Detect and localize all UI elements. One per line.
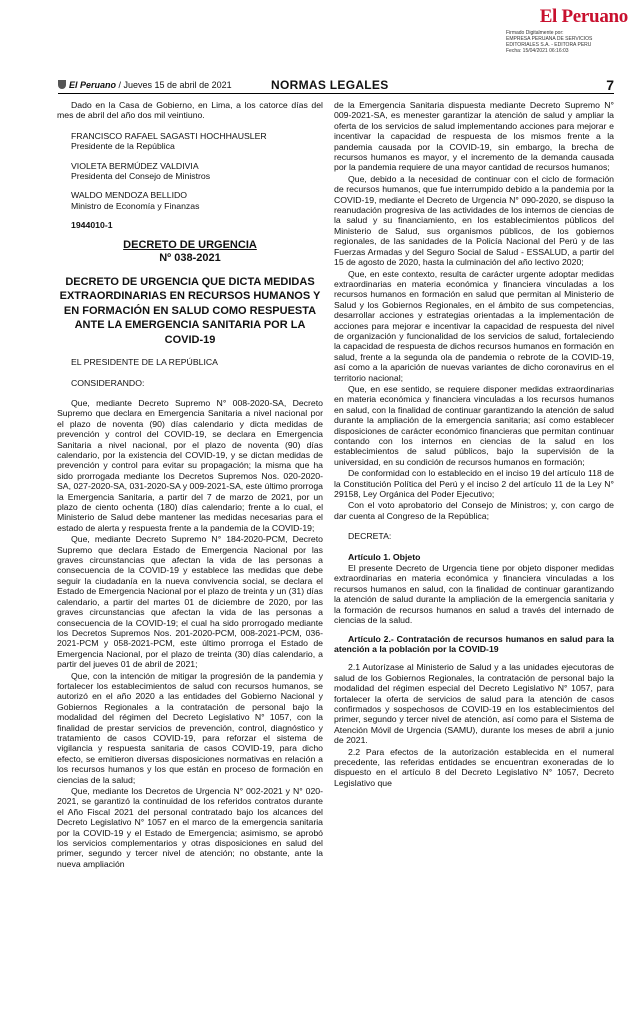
signer-name: FRANCISCO RAFAEL SAGASTI HOCHHAUSLER [71, 130, 267, 141]
decree-title: DECRETO DE URGENCIA [123, 238, 257, 251]
paragraph: De conformidad con lo establecido en el inciso 19 del artículo 118 de la Constitución Política del Perú y el inciso 2 del artículo 11 de la Ley N° 29158, Ley Orgánica del Poder Ejecutivo; [334, 468, 614, 500]
el-peruano-logo: El Peruano [539, 6, 628, 27]
left-column [57, 100, 323, 870]
signer-role: Presidente de la República [71, 141, 175, 152]
signer-name: WALDO MENDOZA BELLIDO [71, 190, 188, 201]
closing-text: Dado en la Casa de Gobierno, en Lima, a los catorce días del mes de abril del año dos mil veintiuno. [57, 100, 323, 121]
signature-line: Fecha: 15/04/2021 06:16:03 [506, 48, 569, 54]
paragraph: Con el voto aprobatorio del Consejo de Ministros; y, con cargo de dar cuenta al Congreso de la República; [334, 500, 614, 521]
page-number: 7 [606, 77, 614, 93]
president-line: EL PRESIDENTE DE LA REPÚBLICA [71, 357, 218, 368]
article-2-paragraph: 2.2 Para efectos de la autorización establecida en el numeral precedente, las referidas entidades se encuentran exoneradas de lo dispuesto en el artículo 8 del Decreto Legislativo N° 1057, Decreto Legislativo que [334, 746, 614, 788]
article-2-paragraph: 2.1 Autorízase al Ministerio de Salud y a las unidades ejecutoras de salud de los Gobiernos Regionales, la contratación de personal bajo la modalidad del régimen especial del Decreto Legislativo N° 1057, para fortalecer la oferta de servicios de salud para la atención de casos confirmados y sospechosos de COVID-19 en los establecimientos del primer, segundo y tercer nivel de atención, así como para el Sistema de Atención Móvil de Urgencia (SAMU), durante los meses de abril a junio de 2021. [334, 662, 614, 746]
decree-heading: DECRETO DE URGENCIA QUE DICTA MEDIDAS EXTRAORDINARIAS EN RECURSOS HUMANOS Y EN FORMACIÓN EN SALUD COMO RESPUESTA ANTE LA EMERGENCIA SANITARIA POR LA COVID-19 [59, 275, 321, 346]
signer-name: VIOLETA BERMÚDEZ VALDIVIA [71, 160, 199, 171]
signature-line: Firmado Digitalmente por: [506, 30, 564, 36]
paragraph: Que, en este contexto, resulta de carácter urgente adoptar medidas extraordinarias en materia económica y financiera vinculadas a los recursos humanos en formación en salud que permitan al Ministerio de Salud y los Gobiernos Regionales, en el ámbito de sus competencias, desarrollar acciones y estrategias orientadas a la implementación de acciones para mejorar e incentivar la capacidad de respuesta del nivel de organización y funcionalidad de los servicios de salud, fortaleciendo la capacidad de respuesta de dichos recursos humanos en formación en salud, frente a la segunda ola de pandemia o rebrote de la COVID-19, así como a la aparición de nuevas variantes de dicho coronavirus en el territorio nacional; [334, 268, 614, 383]
header-left [58, 80, 232, 90]
signature-line: EMPRESA PERUANA DE SERVICIOS [506, 36, 593, 42]
paragraph: Que, mediante Decreto Supremo N° 008-2020-SA, Decreto Supremo que declara en Emergencia Sanitaria a nivel nacional por el plazo de noventa (90) días calendario y dicta medidas de prevención y control del COVID-19, se declara en Emergencia Sanitaria a nivel nacional, por el plazo de noventa (90) días calendario, por la existencia del COVID-19, y se dictan medidas de prevención y control para evitar su propagación; la misma que ha sido prorrogada mediante los Decretos Supremos Nos. 020-2020-SA, 027-2020-SA, 031-2020-SA y 009-2021-SA, este último prorroga la Emergencia Sanitaria, a partir del 7 de marzo de 2021, por un plazo de ciento ochenta (180) días calendario; frente a lo cual, el Ministerio de Salud debe mantener las medidas necesarias para el estado de alerta y respuesta frente a la pandemia de la COVID-19; [57, 397, 323, 533]
article-1-title: Artículo 1. Objeto [348, 551, 421, 562]
digital-signature [506, 30, 626, 54]
paragraph: de la Emergencia Sanitaria dispuesta mediante Decreto Supremo N° 009-2021-SA, es menester garantizar la atención de salud y ampliar la oferta de los servicios de salud implementando acciones para mejorar e incentivar la capacidad de respuesta de los mismos frente a la pandemia causada por la COVID-19, sin embargo, la brecha de recursos humanos es mayor, y el incremento de la demanda causada por la pandemia requiere de una mayor cantidad de recursos humanos; [334, 100, 614, 173]
right-column [334, 100, 614, 789]
article-2-title: Artículo 2.- Contratación de recursos humanos en salud para la atención a la población por la COVID-19 [334, 633, 614, 654]
paragraph: Que, en ese sentido, se requiere disponer medidas extraordinarias en materia económica y financiera vinculadas a los recursos humanos en salud, con la finalidad de continuar garantizando la atención de salud durante la ampliación de la emergencia sanitaria; así como establecer disposiciones de carácter económico financieras que permitan continuar contando con los internos en ciencias de la salud en los establecimientos de salud públicos, bajo la supervisión de la universidad, en su condición de recursos humanos en formación; [334, 383, 614, 467]
paragraph: Que, con la intención de mitigar la progresión de la pandemia y fortalecer los establecimientos de salud con recursos humanos, se autorizó en el año 2020 a las entidades del Gobierno Nacional y Gobiernos Regionales a la contratación de personal bajo la modalidad del régimen del Decreto Legislativo N° 1057, con la finalidad de prestar servicios de prevención, control, diagnóstico y tratamiento de casos COVID-19, para reforzar el sistema de vigilancia y respuesta sanitaria de casos COVID-19, para dicho efecto, se emitieron diversas disposiciones normativas en relación a los recursos humanos y los que están en proceso de formación en ciencias de la salud; [57, 670, 323, 785]
paragraph: Que, debido a la necesidad de continuar con el ciclo de formación de recursos humanos, que fue interrumpido debido a la pandemia por la COVID-19, mediante el Decreto de Urgencia N° 090-2020, se dispuso la reanudación progresiva de las actividades de los internos de ciencias de la salud y su financiamiento, en los establecimientos públicos del Ministerio de Salud, sus organismos públicos, de los gobiernos regionales, de las sanidades de la Policía Nacional del Perú y de las Fuerzas Armadas y del Seguro Social de Salud - ESSALUD, a partir del 15 de agosto de 2020, hasta la culminación del año lectivo 2020; [334, 173, 614, 268]
document-code: 1944010-1 [71, 220, 113, 231]
paragraph: Que, mediante Decreto Supremo N° 184-2020-PCM, Decreto Supremo que declara Estado de Emergencia Nacional por las graves circunstancias que afectan la vida de las personas a consecuencia de la COVID-19 y establece las medidas que debe seguir la ciudadanía en la nueva convivencia social, se declara el Estado de Emergencia Nacional por el plazo de treinta y un (31) días calendario, a partir del martes 01 de diciembre de 2020, por las graves circunstancias que afectan la vida de las personas a consecuencia de la COVID-19; el cual ha sido prorrogado mediante los Decretos Supremos Nos. 201-2020-PCM, 008-2021-PCM, 036-2021-PCM y 058-2021-PCM, este último prorroga el Estado de Emergencia Nacional, por el plazo de treinta (30) días calendario, a partir del jueves 01 de abril de 2021; [57, 534, 323, 670]
top-bar [0, 0, 642, 54]
section-title: NORMAS LEGALES [271, 78, 389, 92]
decree-number: Nº 038-2021 [159, 251, 221, 264]
decreta-label: DECRETA: [348, 531, 392, 542]
signer-role: Presidenta del Consejo de Ministros [71, 171, 211, 182]
considerando-label: CONSIDERANDO: [71, 377, 145, 388]
coat-of-arms-icon [58, 80, 66, 89]
signature-line: EDITORIALES S.A. - EDITORA PERU [506, 42, 592, 48]
page-header [58, 79, 614, 94]
article-1-text: El presente Decreto de Urgencia tiene por objeto disponer medidas extraordinarias en materia económica y financiera vinculadas a los recursos humanos en salud, con la finalidad de continuar garantizando la atención de salud durante la ampliación de la emergencia sanitaria y la formación de recursos humanos en salud a través del internado de ciencias de la salud. [334, 563, 614, 626]
header-date: / Jueves 15 de abril de 2021 [116, 80, 232, 90]
header-brand: El Peruano [69, 80, 117, 90]
paragraph: Que, mediante los Decretos de Urgencia N° 002-2021 y N° 020-2021, se garantizó la continuidad de los referidos contratos durante el Año Fiscal 2021 del personal contratado bajo los alcances del Decreto Legislativo N° 1057 en el marco de la emergencia sanitaria por la COVID-19 y el Estado de Emergencia; asimismo, se aprobó los servicios complementarios y otras disposiciones en salud del primer, segundo y tercer nivel de atención; no obstante, ante la nueva ampliación [57, 786, 323, 869]
signer-role: Ministro de Economía y Finanzas [71, 200, 200, 211]
